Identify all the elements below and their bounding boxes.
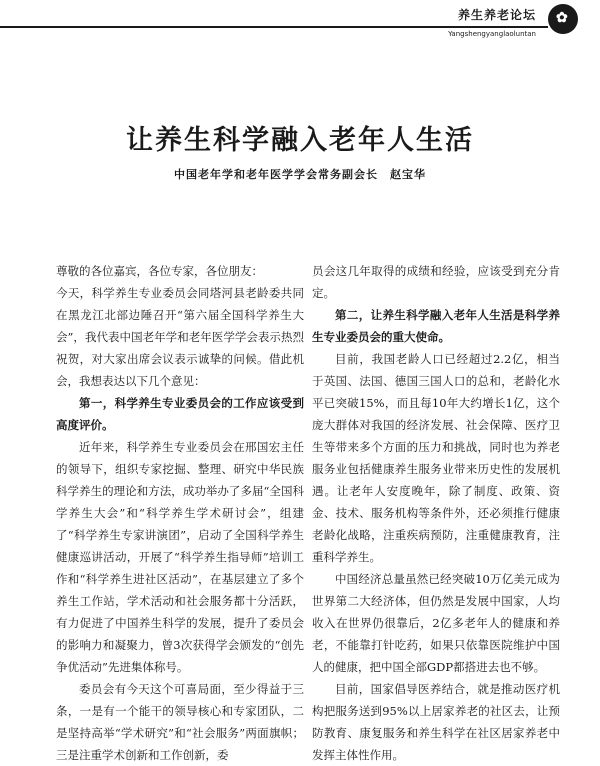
paragraph: 委员会有今天这个可喜局面，至少得益于三条，一是有一个能干的领导核心和专家团队，二是坚持高举“学术研究”和“社会服务”两面旗帜；三是注重学术创新和工作创新，委 (56, 682, 304, 762)
journal-emblem-icon: ✿ (548, 4, 578, 34)
section-heading: 第一，科学养生专业委员会的工作应该受到高度评价。 (56, 396, 304, 432)
paragraph: 中国经济总量虽然已经突破10万亿美元成为世界第二大经济体，但仍然是发展中国家，人均收入在世界仍很靠后，2亿多老年人的健康和养老，不能靠打针吃药，如果只依靠医院维护中国人的健康，把中国全部GDP都搭进去也不够。 (312, 572, 560, 674)
journal-title: 养生养老论坛 (457, 8, 536, 22)
article-title: 让养生科学融入老年人生活 (126, 125, 474, 157)
author-line: 中国老年学和老年医学学会常务副会长 赵宝华 (174, 168, 426, 181)
paragraph: 目前，我国老龄人口已经超过2.2亿，相当于英国、法国、德国三国人口的总和，老龄化水平已突破15%，而且每10年大约增长1亿，这个庞大群体对我国的经济发展、社会保障、医疗卫生等带来多个方面的压力和挑战，同时也为养老服务业包括健康养生服务业带来历史性的发展机遇。让老年人安度晚年，除了制度、政策、资金、技术、服务机构等条件外，还必须推行健康老龄化战略，注重疾病预防，注重健康教育，注重科学养生。 (312, 352, 560, 564)
journal-subtitle: Yangshengyanglaoluntan (448, 30, 536, 38)
header-rule (0, 26, 548, 28)
paragraph: 今天，科学养生专业委员会同塔河县老龄委共同在黑龙江北部边陲召开“第六届全国科学养生大会”，我代表中国老年学和老年医学学会表示热烈祝贺，对大家出席会议表示诚挚的问候。借此机会，我想表达以下几个意见： (56, 286, 304, 388)
paragraph-continuation: 员会这几年取得的成绩和经验，应该受到充分肯定。 (312, 264, 560, 300)
running-header (0, 0, 600, 40)
right-column (312, 260, 560, 766)
paragraph: 近年来，科学养生专业委员会在邢国宏主任的领导下，组织专家挖掘、整理、研究中华民族科学养生的理论和方法，成功举办了多届“全国科学养生大会”和“科学养生学术研讨会”，组建了“科学养生专家讲演团”，启动了全国科学养生健康巡讲活动，开展了“科学养生指导师”培训工作和“科学养生进社区活动”，在基层建立了多个养生工作站，学术活动和社会服务都十分活跃，有力促进了中国养生科学的发展，提升了委员会的影响力和凝聚力，曾3次获得学会颁发的“创先争优活动”先进集体称号。 (56, 440, 304, 674)
section-heading: 第二，让养生科学融入老年人生活是科学养生专业委员会的重大使命。 (312, 308, 560, 344)
left-column (56, 260, 304, 766)
salutation: 尊敬的各位嘉宾，各位专家，各位朋友： (56, 264, 263, 278)
paragraph: 目前，国家倡导医养结合，就是推动医疗机构把服务送到95%以上居家养老的社区去，让预防教育、康复服务和养生科学在社区居家养老中发挥主体性作用。 (312, 682, 560, 762)
